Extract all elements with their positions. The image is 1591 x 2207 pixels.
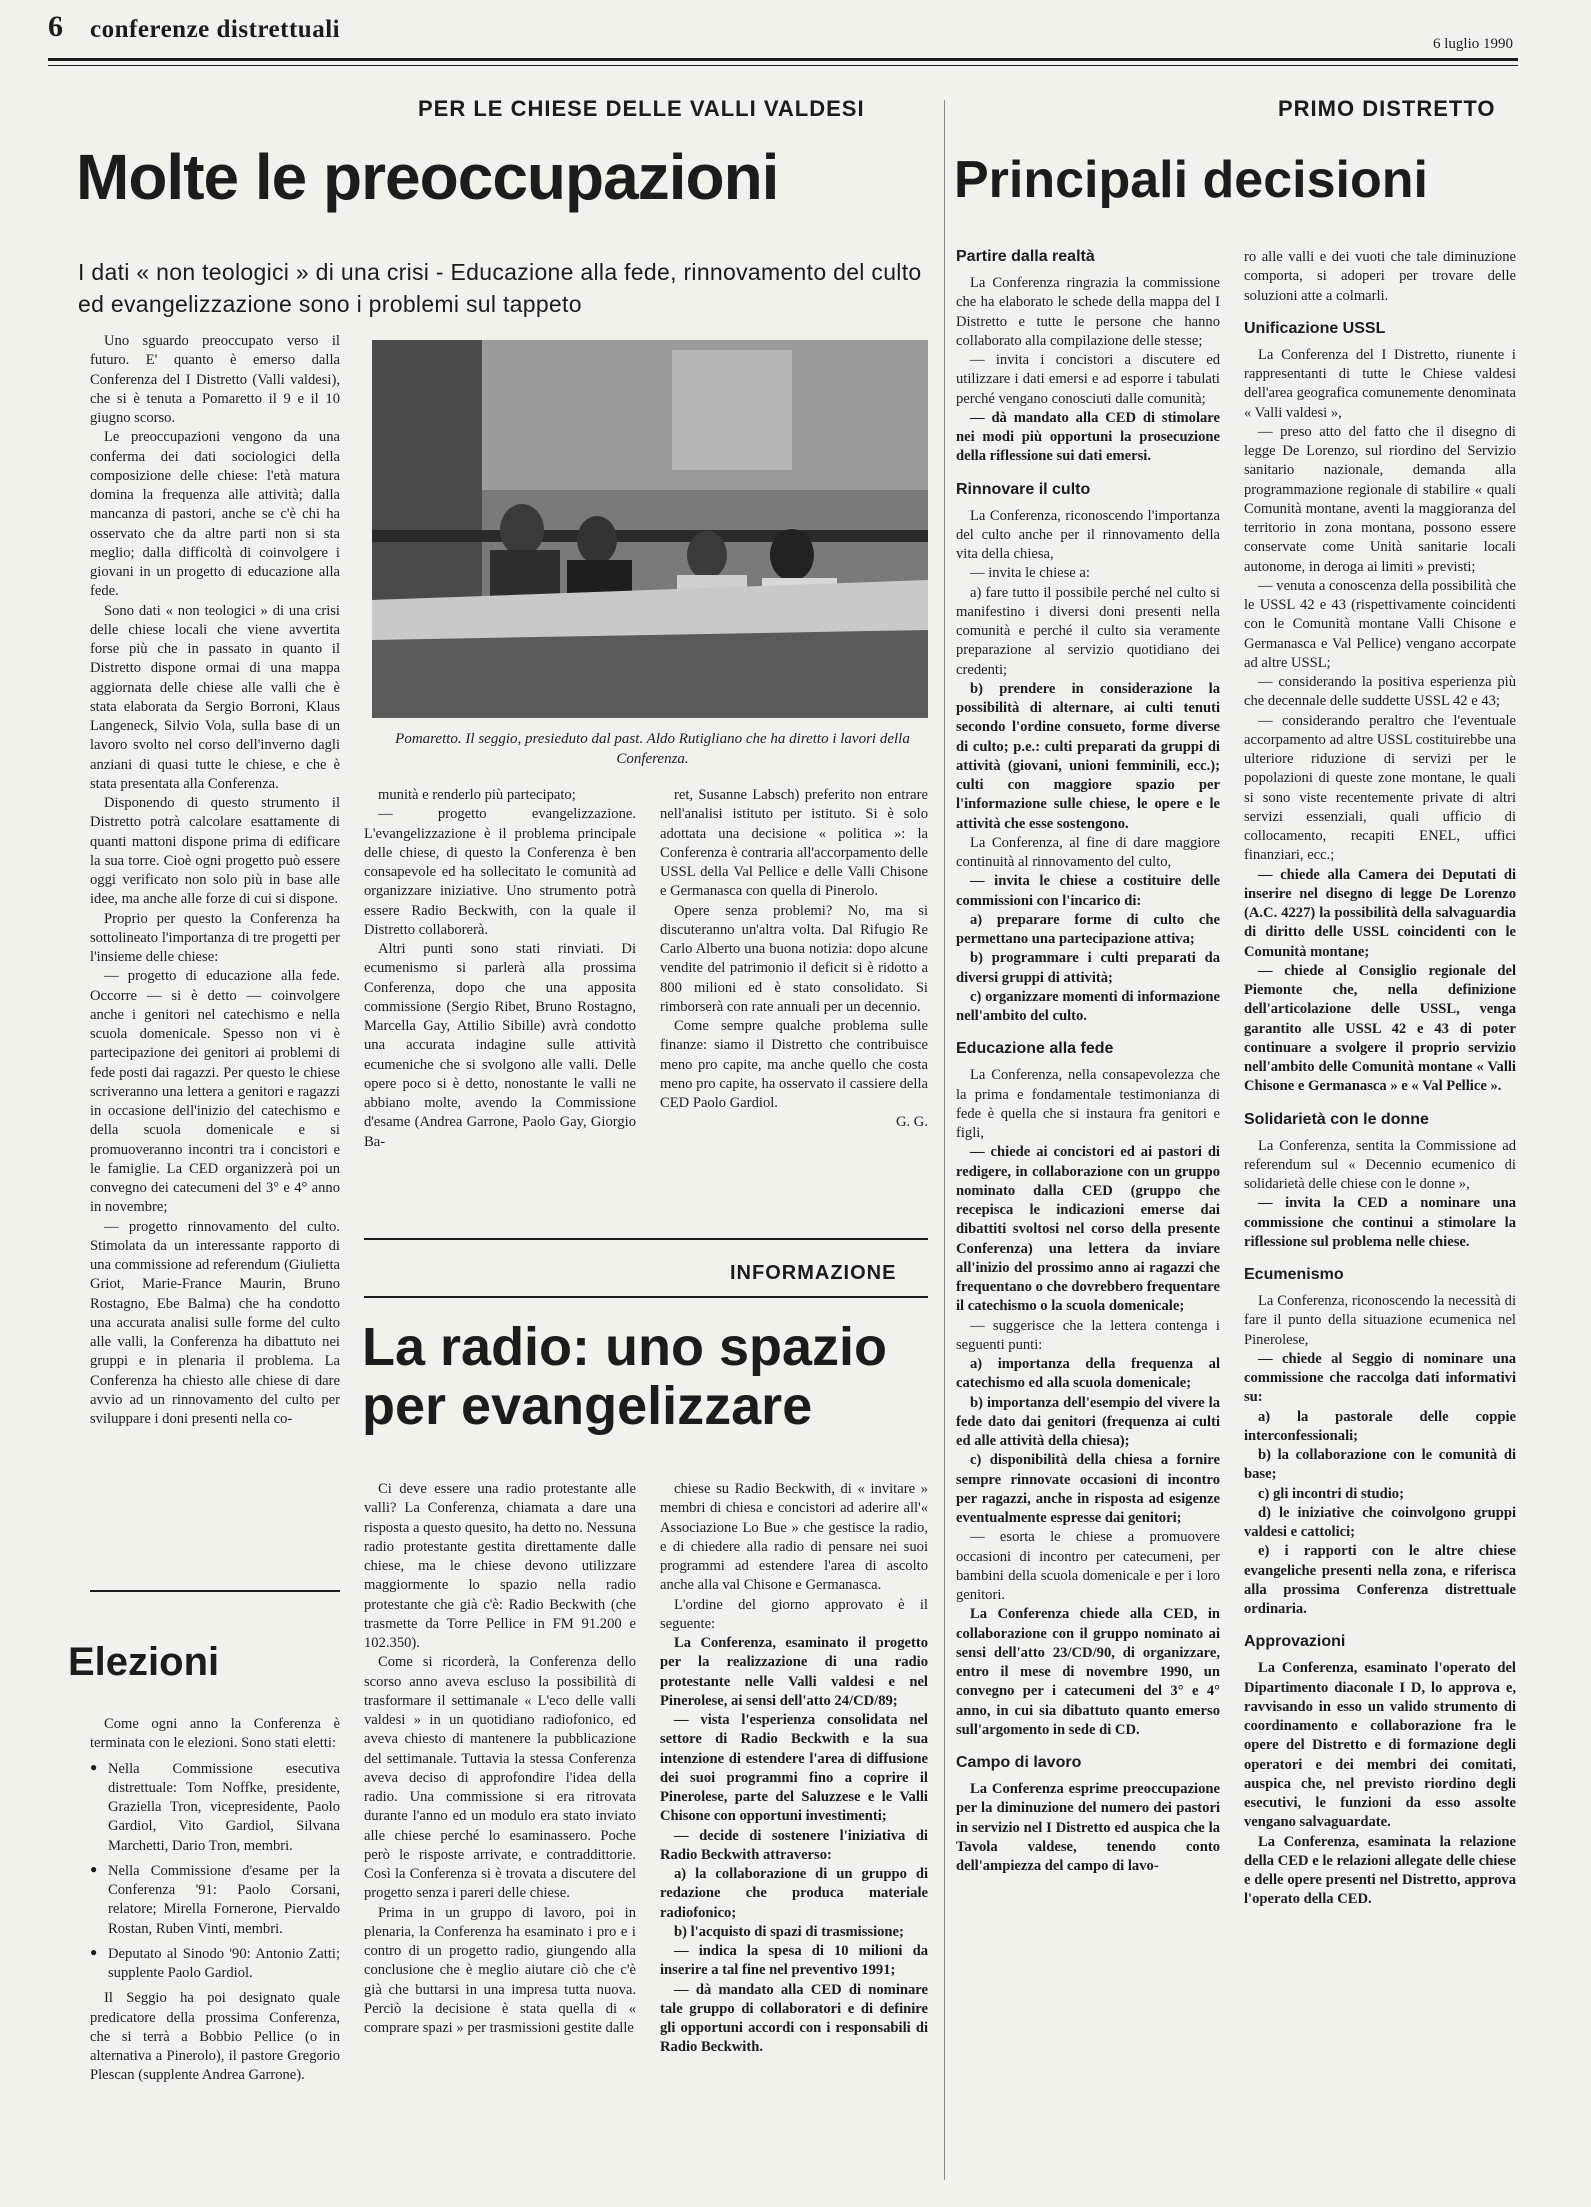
- section-heading: Campo di lavoro: [956, 1754, 1082, 1771]
- header-rule-thin: [48, 65, 1518, 66]
- paragraph: Come sempre qualche problema sulle finanze: siamo il Distretto che contribuisce meno pro capite, ma anche quello che costa meno pro capite, ha osservato il cassiere della CED Paolo Gardiol.: [660, 1018, 928, 1111]
- section-heading: Partire dalla realtà: [956, 248, 1095, 265]
- paragraph: Prima in un gruppo di lavoro, poi in plenaria, la Conferenza ha esaminato i pro e i contro di un progetto radio, giungendo alla conclusione che è meglio aiutare ciò che c'è già che buttarsi in una impresa tutta nuova. Perciò la decisione è stata quella di « comprare spazi » per trasmissioni gestite dalle: [364, 1904, 636, 2036]
- paragraph: b) l'acquisto di spazi di trasmissione;: [674, 1923, 904, 1940]
- paragraph: La Conferenza, riconoscendo l'importanza del culto anche per il rinnovamento della vita della chiesa,: [956, 507, 1220, 562]
- paragraph: — chiede al Seggio di nominare una commissione che raccolga dati informativi su:: [1244, 1350, 1516, 1406]
- paragraph: a) preparare forme di culto che permettano una partecipazione attiva;: [956, 911, 1220, 947]
- paragraph: — chiede alla Camera dei Deputati di inserire nel disegno di legge De Lorenzo (A.C. 4227) la possibilità della salvaguardia di diritto delle USSL coincidenti con le Comunità montane;: [1244, 866, 1516, 960]
- paragraph: — preso atto del fatto che il disegno di legge De Lorenzo, sul riordino del Servizio sanitario nazionale, demanda alla programmazione regionale di stabilire « quali Comunità montane, aventi la maggioranza del territorio in zona montana, possono essere conservate come Unità sanitarie locali autonome, in deroga ai limiti » previsti;: [1244, 423, 1516, 575]
- paragraph: — indica la spesa di 10 milioni da inserire a tal fine nel preventivo 1991;: [660, 1943, 928, 1979]
- paragraph: — progetto rinnovamento del culto. Stimolata da un interessante rapporto di una commissione ad referendum (Giulietta Griot, Marie-France Maurin, Bruno Rostagno, Ebe Balma) che ha condotto una accurata analisi sulle forme del culto alle valli, la Conferenza ha dibattuto nei gruppi e in plenaria il problema. La Conferenza ha chiesto alle chiese di dare avvio ad un rinnovamento del culto per sviluppare i doni presenti nella co-: [90, 1218, 340, 1427]
- paragraph: La Conferenza, riconoscendo la necessità di fare il punto della situazione ecumenica nel Pinerolese,: [1244, 1293, 1516, 1348]
- header-rule: [48, 58, 1518, 61]
- photo-caption: Pomaretto. Il seggio, presieduto dal past. Aldo Rutigliano che ha diretto i lavori della Conferenza.: [395, 731, 910, 767]
- paragraph: Disponendo di questo strumento il Distretto potrà calcolare esattamente di quanti mattoni dispone prima di edificare la sua torre. Cioè ogni progetto può essere oggi verificato non solo più in base alle idee, ma anche alle forze di cui si dispone.: [90, 795, 340, 908]
- paragraph: munità e renderlo più partecipato;: [378, 787, 576, 803]
- paragraph: — invita i concistori a discutere ed utilizzare i dati emersi e ad esporre i tabulati perché vengano conosciuti dalle comunità;: [956, 352, 1220, 407]
- conference-photo: [372, 340, 928, 718]
- section-heading: Rinnovare il culto: [956, 480, 1091, 498]
- paragraph: d) le iniziative che coinvolgono gruppi valdesi e cattolici;: [1244, 1504, 1516, 1540]
- paragraph: a) fare tutto il possibile perché nel culto si manifestino i diversi doni presenti nella comunità e perché il culto sia veramente preparazione al servizio quotidiano dei credenti;: [956, 584, 1220, 678]
- section-heading: Educazione alla fede: [956, 1040, 1114, 1058]
- paragraph: Opere senza problemi? No, ma si discuteranno un'altra volta. Dal Rifugio Re Carlo Alberto una buona notizia: dopo alcune vendite del patrimonio il deficit si è ridotto a 800 milioni ed è stato consolidato. Si rimborserà con rate annuali per un decennio.: [660, 902, 928, 1015]
- paragraph: — vista l'esperienza consolidata nel settore di Radio Beckwith e la sua intenzione di estendere l'area di diffusione dei suoi programmi fino a coprire il Pinerolese, parte del Saluzzese e le Valli Chisone con opportuni investimenti;: [660, 1712, 928, 1825]
- article-column-2: [364, 786, 636, 1152]
- section-heading: Unificazione USSL: [1244, 319, 1386, 337]
- column-divider: [944, 100, 945, 2180]
- paragraph: — invita le chiese a:: [970, 565, 1090, 582]
- paragraph: Altri punti sono stati rinviati. Di ecumenismo si parlerà alla prossima Conferenza, dopo che una apposita commissione (Sergio Ribet, Bruno Rostagno, Marcella Gay, Attilio Sibille) avrà condotto una accurata indagine sulle attività ecumeniche che si svolgono alle valli. Delle opere poco si è detto, nonostante le valli ne abbiano molte, avendo la Commissione d'esame (Andrea Garrone, Paolo Gay, Giorgio Ba-: [364, 941, 636, 1150]
- paragraph: — chiede al Consiglio regionale del Piemonte che, nella definizione dell'articolazione delle USSL, venga garantito alle USSL 42 e 43 di poter continuare a svolgere il proprio servizio nell'ambito delle Comunità montane « Valli Chisone e Germanasca » e « Val Pellice ».: [1244, 962, 1516, 1095]
- radio-kicker-rule: [364, 1296, 928, 1298]
- paragraph: — dà mandato alla CED di nominare tale gruppo di collaboratori e di definire gli opportuni accordi con i responsabili di Radio Beckwith.: [660, 1981, 928, 2056]
- paragraph: b) la collaborazione con le comunità di base;: [1244, 1447, 1516, 1483]
- paragraph: — esorta le chiese a promuovere occasioni di incontro per catecumeni, per bambini della scuola domenicale e per i loro genitori.: [956, 1529, 1220, 1603]
- paragraph: Uno sguardo preoccupato verso il futuro. E' quanto è emerso dalla Conferenza del I Distretto (Valli valdesi), che si è tenuta a Pomaretto il 9 e il 10 giugno scorso.: [90, 333, 340, 426]
- list-item: ● Nella Commissione esecutiva distrettuale: Tom Noffke, presidente, Graziella Tron, vicepresidente, Paolo Gardiol, Vito Gardiol, Silvana Marchetti, Dario Tron, membri.: [90, 1760, 340, 1856]
- section-heading: Ecumenismo: [1244, 1266, 1344, 1283]
- paragraph: L'ordine del giorno approvato è il seguente:: [660, 1596, 928, 1632]
- paragraph: — venuta a conoscenza della possibilità che le USSL 42 e 43 (rispettivamente coincidenti con le Comunità montane Valli Chisone e Germanasca e Val Pellice) vengano accorpate ad altre USSL;: [1244, 577, 1516, 671]
- paragraph: Sono dati « non teologici » di una crisi delle chiese locali che viene avvertita forse più che in passato in quanto il Distretto dispone ormai di una mappa aggiornata delle chiese alle valli che è stata elaborata da Sergio Borroni, Klaus Langeneck, Silvio Vola, sulla base di un lavoro svolto nel corso dell'inverno dagli anziani di quasi tutte le chiese, e che è stata presentata alla Conferenza.: [90, 602, 340, 792]
- section-heading: Solidarietà con le donne: [1244, 1110, 1429, 1128]
- article-headline: Molte le preoccupazioni: [76, 141, 779, 213]
- paragraph: — decide di sostenere l'iniziativa di Radio Beckwith attraverso:: [660, 1827, 928, 1863]
- paragraph: Come si ricorderà, la Conferenza dello scorso anno aveva escluso la possibilità di trasformare il settimanale « L'eco delle valli valdesi » in un quotidiano radiofonico, ed aveva chiesto di mantenere la pubblicazione del settimanale. Tuttavia la stessa Conferenza aveva deciso di approfondire l'idea della radio. Una commissione si era ritrovata durante l'anno ed un modulo era stato inviato alle chiese perché lo esaminassero. Poche però le risposte arrivate, e contraddittorie. Così la Conferenza si è trovata a discutere del progetto senza i pareri delle chiese.: [364, 1654, 636, 1902]
- paragraph: a) la pastorale delle coppie interconfessionali;: [1244, 1408, 1516, 1444]
- paragraph: chiese su Radio Beckwith, di « invitare » membri di chiesa e concistori ad aderire all'« Associazione Lo Bue » che gestisce la radio, e di chiedere alla radio di pensare nei suoi programmi ad estendere l'area di ascolto anche alla val Chisone e Germanasca.: [660, 1481, 928, 1594]
- issue-date: 6 luglio 1990: [1432, 36, 1513, 52]
- article-kicker: PER LE CHIESE DELLE VALLI VALDESI: [418, 96, 865, 121]
- section-heading: Approvazioni: [1244, 1633, 1346, 1651]
- radio-column-2: [660, 1480, 928, 2058]
- paragraph: La Conferenza, sentita la Commissione ad referendum sul « Decennio ecumenico di solidarietà delle chiese con le donne »,: [1244, 1137, 1516, 1192]
- article-subtitle: I dati « non teologici » di una crisi - Educazione alla fede, rinnovamento del culto ed evangelizzazione sono i problemi sul tappeto: [78, 259, 922, 318]
- right-column-2: [1244, 248, 1516, 1910]
- paragraph: — suggerisce che la lettera contenga i seguenti punti:: [956, 1317, 1220, 1353]
- list-item: ● Deputato al Sinodo '90: Antonio Zatti; supplente Paolo Gardiol.: [90, 1945, 340, 1984]
- paragraph: — considerando peraltro che l'eventuale accorpamento ad altre USSL costituirebbe una ulteriore riduzione di servizi per le popolazioni di queste zone montane, le quali si sono viste recentemente private di altri servizi essenziali, quali ufficio di collocamento, recapiti ENEL, uffici finanziari, ecc.;: [1244, 712, 1516, 864]
- paragraph: c) organizzare momenti di informazione nell'ambito del culto.: [956, 988, 1220, 1024]
- paragraph: a) la collaborazione di un gruppo di redazione che produca materiale radiofonico;: [660, 1866, 928, 1921]
- right-kicker: PRIMO DISTRETTO: [1278, 96, 1496, 121]
- radio-separator-top: [364, 1238, 928, 1240]
- author-initials: G. G.: [895, 1114, 928, 1131]
- right-headline: Principali decisioni: [954, 151, 1428, 209]
- radio-kicker: INFORMAZIONE: [730, 1262, 897, 1284]
- paragraph: — considerando la positiva esperienza più che decennale delle suddette USSL 42 e 43;: [1244, 674, 1516, 710]
- paragraph: c) gli incontri di studio;: [1258, 1485, 1404, 1502]
- paragraph: La Conferenza ringrazia la commissione che ha elaborato le schede della mappa del I Distretto e tutte le persone che hanno collaborato alla compilazione delle stesse;: [956, 275, 1220, 349]
- paragraph: — progetto evangelizzazione. L'evangelizzazione è il problema principale delle chiese, di questo la Conferenza è ben consapevole ed ha sollecitato le comunità ad organizzare iniziative. Uno strumento potrà essere Radio Beckwith, con la quale il Distretto collaborerà.: [364, 806, 636, 938]
- paragraph: — dà mandato alla CED di stimolare nei modi più opportuni la prosecuzione della riflessione sui dati emersi.: [956, 409, 1220, 465]
- section-header: conferenze distrettuali: [90, 16, 341, 43]
- paragraph: c) disponibilità della chiesa a fornire sempre rinnovate occasioni di incontro per ragazzi, anche in risposta ad esigenze eventualmente espresse dai genitori;: [956, 1452, 1220, 1526]
- paragraph: Il Seggio ha poi designato quale predicatore della prossima Conferenza, che si terrà a Bobbio Pellice (o in alternativa a Pinerolo), il pastore Gregorio Plescan (supplente Andrea Garrone).: [90, 1990, 340, 2084]
- paragraph: Come ogni anno la Conferenza è terminata con le elezioni. Sono stati eletti:: [90, 1716, 340, 1752]
- paragraph: — progetto di educazione alla fede. Occorre — si è detto — coinvolgere anche i genitori nel catechismo e nella scuola domenicale. Spesso non vi è partecipazione dei genitori ai problemi di fede posti dai ragazzi. Per questo le chiese scriveranno una lettera a genitori e ragazzi in occasione dell'inizio del catechismo e della scuola domenicale e si promuoveranno incontri tra i concistori e le famiglie. La CED organizzerà poi un convegno dei catecumeni del 3° e 4° anno in novembre;: [90, 968, 340, 1216]
- paragraph: La Conferenza chiede alla CED, in collaborazione con il gruppo nominato ai sensi dell'atto 23/CD/90, di organizzare, entro il mese di novembre 1990, un convegno per i catecumeni del 3° e 4° anno, in cui sia dibattuto quanto emerso sull'argomento in sede di CD.: [956, 1606, 1220, 1738]
- paragraph: La Conferenza, esaminata la relazione della CED e le relazioni allegate delle chiese e delle opere presenti nel Distretto, approva l'operato della CED.: [1244, 1833, 1516, 1908]
- photo-scene: [372, 340, 928, 718]
- paragraph: e) i rapporti con le altre chiese evangeliche presenti nella zona, e riferisca alla prossima Conferenza distrettuale ordinaria.: [1244, 1543, 1516, 1617]
- paragraph: b) importanza dell'esempio del vivere la fede dato dai genitori (frequenza ai culti ed alle attività della chiesa);: [956, 1394, 1220, 1449]
- elezioni-body: [90, 1715, 340, 2086]
- right-column-1: [956, 248, 1220, 1876]
- paragraph: La Conferenza, nella consapevolezza che la prima e fondamentale testimonianza di fede è quella che si instaura fra genitori e figli,: [956, 1067, 1220, 1141]
- paragraph: La Conferenza esprime preoccupazione per la diminuzione del numero dei pastori in servizio nel I Distretto ed auspica che la Tavola valdese, tenendo conto dell'ampiezza del campo di lavo-: [956, 1781, 1220, 1874]
- paragraph: La Conferenza, esaminato il progetto per la realizzazione di una radio protestante nelle Valli valdesi e nel Pinerolese, ai sensi dell'atto 24/CD/89;: [660, 1635, 928, 1709]
- paragraph: b) prendere in considerazione la possibilità di alternare, ai culti tenuti secondo l'ordine consueto, forme diverse di culto; p.e.: culti preparati da gruppi di attività (giovani, unioni femminili, ecc.); culti con maggiore spazio per l'informazione sulle chiese, le opere e le attività che esse sostengono.: [956, 680, 1220, 832]
- paragraph: ro alle valli e dei vuoti che tale diminuzione comporta, si adoperi per trovare delle soluzioni atte a colmarli.: [1244, 249, 1516, 304]
- paragraph: La Conferenza del I Distretto, riunente i rappresentanti di tutte le Chiese valdesi dell'area geografica comunemente denominata « Valli valdesi »,: [1244, 346, 1516, 421]
- paragraph: Le preoccupazioni vengono da una conferma dei dati sociologici della composizione delle chiese: l'età matura domina la frequenza alle attività; dalla mancanza di pastori, anche se c'è chi ha osservato che da altre parti non si sta meglio; dalla difficoltà di coinvolgere i giovani in un progetto di educazione alla fede.: [90, 429, 340, 600]
- elezioni-heading: Elezioni: [68, 1640, 220, 1684]
- radio-column-1: [364, 1480, 636, 2038]
- paragraph: La Conferenza, al fine di dare maggiore continuità al rinnovamento del culto,: [956, 834, 1220, 870]
- list-item: ● Nella Commissione d'esame per la Conferenza '91: Paolo Corsani, relatore; Mirella Fornerone, Piervaldo Rostan, Ruben Vinti, membri.: [90, 1862, 340, 1939]
- paragraph: — invita la CED a nominare una commissione che continui a stimolare la riflessione sul problema nelle chiese.: [1244, 1195, 1516, 1250]
- paragraph: Ci deve essere una radio protestante alle valli? La Conferenza, chiamata a dare una risposta a questo quesito, ha detto no. Nessuna radio protestante gestita direttamente dalle chiese, ma le chiese devono utilizzare maggiormente lo spazio nella radio protestante che già c'è: Radio Beckwith (che trasmette da Torre Pellice in FM 91.200 e 102.350).: [364, 1481, 636, 1651]
- article-column-1: [90, 332, 340, 1429]
- paragraph: ret, Susanne Labsch) preferito non entrare nell'analisi istituto per istituto. Si è solo adottata una decisione « politica »: la Conferenza è contraria all'accorpamento delle USSL della Val Pellice e delle Valli Chisone e Germanasca con quella di Pinerolo.: [660, 787, 928, 900]
- paragraph: La Conferenza, esaminato l'operato del Dipartimento diaconale I D, lo approva e, ravvisando in esso un valido strumento di coordinamento e collaborazione fra le opere del Distretto e di formazione degli operatori e dei membri dei comitati, auspica che, nel previsto riordino degli esecutivi, le funzioni da esso assolte vengano salvaguardate.: [1244, 1660, 1516, 1831]
- page-number: 6: [48, 10, 63, 43]
- left-article-separator: [90, 1590, 340, 1592]
- paragraph: Proprio per questo la Conferenza ha sottolineato l'importanza di tre progetti per l'insieme delle chiese:: [90, 910, 340, 965]
- article-column-3: [660, 786, 928, 1133]
- paragraph: a) importanza della frequenza al catechismo ed alla scuola domenicale;: [956, 1356, 1220, 1392]
- paragraph: b) programmare i culti preparati da diversi gruppi di attività;: [956, 950, 1220, 986]
- paragraph: — chiede ai concistori ed ai pastori di redigere, in collaborazione con un gruppo nominato dalla CED (gruppo che recepisca le indicazioni emerse dai dibattiti svoltosi nel corso della presente Conferenza) una lettera da inviare all'inizio del prossimo anno ai ragazzi che frequentano o che dovrebbero frequentare il catechismo o la scuola domenicale;: [956, 1144, 1220, 1315]
- radio-headline: La radio: uno spazio per evangelizzare: [362, 1317, 888, 1437]
- paragraph: — invita le chiese a costituire delle commissioni con l'incarico di:: [956, 873, 1220, 909]
